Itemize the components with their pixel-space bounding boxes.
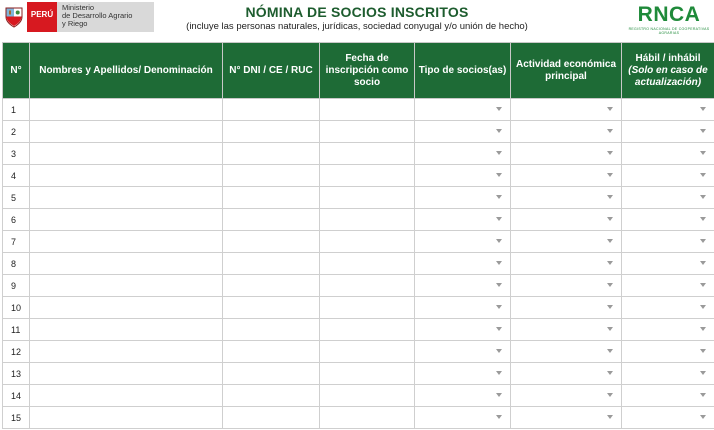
id-input-cell[interactable] — [223, 275, 320, 297]
chevron-down-icon[interactable] — [607, 129, 613, 133]
status-dropdown[interactable] — [622, 275, 714, 297]
table-row — [3, 209, 714, 231]
row-number-cell: 8 — [3, 253, 30, 275]
date-input-cell[interactable] — [320, 121, 415, 143]
row-number-cell: 14 — [3, 385, 30, 407]
table-row — [3, 341, 714, 363]
page-subtitle: (incluye las personas naturales, jurídicas, sociedad conyugal y/o unión de hecho) — [186, 21, 528, 32]
column-header-name: Nombres y Apellidos/ Denominación — [30, 43, 223, 99]
name-input-cell[interactable] — [30, 209, 223, 231]
column-header-activity: Actividad económica principal — [511, 43, 622, 99]
table-header-row — [3, 43, 714, 99]
chevron-down-icon[interactable] — [496, 217, 502, 221]
activity-dropdown[interactable] — [511, 341, 622, 363]
page-title: NÓMINA DE SOCIOS INSCRITOS — [245, 4, 469, 20]
member-type-dropdown[interactable] — [415, 99, 511, 121]
chevron-down-icon[interactable] — [700, 217, 706, 221]
activity-dropdown[interactable] — [511, 99, 622, 121]
rnca-logo-text: RNCA — [637, 3, 701, 26]
row-number-cell: 6 — [3, 209, 30, 231]
activity-dropdown[interactable] — [511, 187, 622, 209]
member-type-dropdown[interactable] — [415, 407, 511, 429]
date-input-cell[interactable] — [320, 341, 415, 363]
name-input-cell[interactable] — [30, 253, 223, 275]
chevron-down-icon[interactable] — [700, 261, 706, 265]
chevron-down-icon[interactable] — [496, 129, 502, 133]
member-type-dropdown[interactable] — [415, 253, 511, 275]
status-dropdown[interactable] — [622, 143, 714, 165]
date-input-cell[interactable] — [320, 407, 415, 429]
table-row — [3, 275, 714, 297]
status-dropdown[interactable] — [622, 165, 714, 187]
status-dropdown[interactable] — [622, 385, 714, 407]
activity-dropdown[interactable] — [511, 363, 622, 385]
name-input-cell[interactable] — [30, 121, 223, 143]
table-row — [3, 187, 714, 209]
chevron-down-icon[interactable] — [700, 327, 706, 331]
ministry-line: y Riego — [62, 19, 88, 28]
date-input-cell[interactable] — [320, 209, 415, 231]
chevron-down-icon[interactable] — [496, 371, 502, 375]
chevron-down-icon[interactable] — [700, 371, 706, 375]
row-number-cell: 12 — [3, 341, 30, 363]
table-row — [3, 407, 714, 429]
date-input-cell[interactable] — [320, 231, 415, 253]
id-input-cell[interactable] — [223, 341, 320, 363]
chevron-down-icon[interactable] — [496, 195, 502, 199]
chevron-down-icon[interactable] — [496, 305, 502, 309]
member-type-dropdown[interactable] — [415, 319, 511, 341]
date-input-cell[interactable] — [320, 297, 415, 319]
name-input-cell[interactable] — [30, 363, 223, 385]
date-input-cell[interactable] — [320, 363, 415, 385]
row-number-cell: 2 — [3, 121, 30, 143]
status-dropdown[interactable] — [622, 121, 714, 143]
name-input-cell[interactable] — [30, 231, 223, 253]
activity-dropdown[interactable] — [511, 165, 622, 187]
row-number-cell: 13 — [3, 363, 30, 385]
peru-label: PERÚ — [27, 2, 57, 32]
chevron-down-icon[interactable] — [496, 349, 502, 353]
column-header-status — [622, 43, 714, 99]
chevron-down-icon[interactable] — [700, 283, 706, 287]
ministry-line: Ministerio — [62, 3, 95, 12]
chevron-down-icon[interactable] — [700, 195, 706, 199]
name-input-cell[interactable] — [30, 275, 223, 297]
status-dropdown[interactable] — [622, 407, 714, 429]
chevron-down-icon[interactable] — [607, 173, 613, 177]
id-input-cell[interactable] — [223, 385, 320, 407]
id-input-cell[interactable] — [223, 99, 320, 121]
chevron-down-icon[interactable] — [700, 129, 706, 133]
column-header-date: Fecha de inscripción como socio — [320, 43, 415, 99]
table-row — [3, 253, 714, 275]
name-input-cell[interactable] — [30, 297, 223, 319]
row-number-cell: 4 — [3, 165, 30, 187]
column-header-id: N° DNI / CE / RUC — [223, 43, 320, 99]
chevron-down-icon[interactable] — [496, 239, 502, 243]
table-row — [3, 231, 714, 253]
chevron-down-icon[interactable] — [607, 217, 613, 221]
chevron-down-icon[interactable] — [607, 305, 613, 309]
column-header-status-note: (Solo en caso de actualización) — [628, 64, 708, 88]
members-table — [2, 42, 714, 429]
name-input-cell[interactable] — [30, 165, 223, 187]
chevron-down-icon[interactable] — [496, 393, 502, 397]
name-input-cell[interactable] — [30, 407, 223, 429]
member-type-dropdown[interactable] — [415, 363, 511, 385]
name-input-cell[interactable] — [30, 385, 223, 407]
chevron-down-icon[interactable] — [496, 151, 502, 155]
chevron-down-icon[interactable] — [607, 239, 613, 243]
chevron-down-icon[interactable] — [496, 173, 502, 177]
status-dropdown[interactable] — [622, 253, 714, 275]
member-type-dropdown[interactable] — [415, 121, 511, 143]
id-input-cell[interactable] — [223, 231, 320, 253]
table-row — [3, 385, 714, 407]
column-header-number: N° — [3, 43, 30, 99]
chevron-down-icon[interactable] — [607, 393, 613, 397]
chevron-down-icon[interactable] — [700, 393, 706, 397]
date-input-cell[interactable] — [320, 253, 415, 275]
table-row — [3, 363, 714, 385]
name-input-cell[interactable] — [30, 187, 223, 209]
activity-dropdown[interactable] — [511, 275, 622, 297]
chevron-down-icon[interactable] — [700, 151, 706, 155]
member-type-dropdown[interactable] — [415, 275, 511, 297]
column-header-status-label: Hábil / inhábil — [635, 52, 701, 64]
row-number-cell: 10 — [3, 297, 30, 319]
id-input-cell[interactable] — [223, 143, 320, 165]
id-input-cell[interactable] — [223, 165, 320, 187]
chevron-down-icon[interactable] — [700, 305, 706, 309]
activity-dropdown[interactable] — [511, 209, 622, 231]
date-input-cell[interactable] — [320, 385, 415, 407]
member-type-dropdown[interactable] — [415, 341, 511, 363]
chevron-down-icon[interactable] — [607, 349, 613, 353]
date-input-cell[interactable] — [320, 165, 415, 187]
row-number-cell: 1 — [3, 99, 30, 121]
chevron-down-icon[interactable] — [607, 107, 613, 111]
member-type-dropdown[interactable] — [415, 209, 511, 231]
member-type-dropdown[interactable] — [415, 165, 511, 187]
status-dropdown[interactable] — [622, 341, 714, 363]
status-dropdown[interactable] — [622, 99, 714, 121]
status-dropdown[interactable] — [622, 209, 714, 231]
member-type-dropdown[interactable] — [415, 143, 511, 165]
chevron-down-icon[interactable] — [700, 239, 706, 243]
chevron-down-icon[interactable] — [607, 415, 613, 419]
id-input-cell[interactable] — [223, 209, 320, 231]
activity-dropdown[interactable] — [511, 253, 622, 275]
activity-dropdown[interactable] — [511, 407, 622, 429]
id-input-cell[interactable] — [223, 187, 320, 209]
chevron-down-icon[interactable] — [496, 327, 502, 331]
table-row — [3, 121, 714, 143]
table-row — [3, 297, 714, 319]
activity-dropdown[interactable] — [511, 385, 622, 407]
chevron-down-icon[interactable] — [607, 327, 613, 331]
table-row — [3, 99, 714, 121]
activity-dropdown[interactable] — [511, 121, 622, 143]
name-input-cell[interactable] — [30, 99, 223, 121]
status-dropdown[interactable] — [622, 319, 714, 341]
status-dropdown[interactable] — [622, 363, 714, 385]
table-row — [3, 165, 714, 187]
chevron-down-icon[interactable] — [700, 173, 706, 177]
member-type-dropdown[interactable] — [415, 297, 511, 319]
chevron-down-icon[interactable] — [496, 415, 502, 419]
date-input-cell[interactable] — [320, 275, 415, 297]
name-input-cell[interactable] — [30, 143, 223, 165]
name-input-cell[interactable] — [30, 319, 223, 341]
chevron-down-icon[interactable] — [607, 283, 613, 287]
id-input-cell[interactable] — [223, 363, 320, 385]
activity-dropdown[interactable] — [511, 297, 622, 319]
member-type-dropdown[interactable] — [415, 187, 511, 209]
member-type-dropdown[interactable] — [415, 231, 511, 253]
row-number-cell: 7 — [3, 231, 30, 253]
chevron-down-icon[interactable] — [496, 107, 502, 111]
table-row — [3, 143, 714, 165]
date-input-cell[interactable] — [320, 187, 415, 209]
row-number-cell: 15 — [3, 407, 30, 429]
status-dropdown[interactable] — [622, 297, 714, 319]
name-input-cell[interactable] — [30, 341, 223, 363]
id-input-cell[interactable] — [223, 253, 320, 275]
date-input-cell[interactable] — [320, 319, 415, 341]
chevron-down-icon[interactable] — [607, 195, 613, 199]
status-dropdown[interactable] — [622, 187, 714, 209]
status-dropdown[interactable] — [622, 231, 714, 253]
date-input-cell[interactable] — [320, 99, 415, 121]
activity-dropdown[interactable] — [511, 319, 622, 341]
row-number-cell: 5 — [3, 187, 30, 209]
chevron-down-icon[interactable] — [607, 261, 613, 265]
id-input-cell[interactable] — [223, 121, 320, 143]
row-number-cell: 9 — [3, 275, 30, 297]
chevron-down-icon[interactable] — [700, 107, 706, 111]
chevron-down-icon[interactable] — [496, 261, 502, 265]
id-input-cell[interactable] — [223, 297, 320, 319]
row-number-cell: 3 — [3, 143, 30, 165]
chevron-down-icon[interactable] — [607, 151, 613, 155]
chevron-down-icon[interactable] — [700, 415, 706, 419]
activity-dropdown[interactable] — [511, 143, 622, 165]
date-input-cell[interactable] — [320, 143, 415, 165]
chevron-down-icon[interactable] — [700, 349, 706, 353]
chevron-down-icon[interactable] — [496, 283, 502, 287]
activity-dropdown[interactable] — [511, 231, 622, 253]
rnca-logo — [628, 4, 710, 35]
id-input-cell[interactable] — [223, 319, 320, 341]
ministry-line: de Desarrollo Agrario — [62, 11, 133, 20]
column-header-member-type: Tipo de socios(as) — [415, 43, 511, 99]
row-number-cell: 11 — [3, 319, 30, 341]
chevron-down-icon[interactable] — [607, 371, 613, 375]
rnca-tagline: REGISTRO NACIONAL DE COOPERATIVAS AGRARIAS — [628, 27, 710, 35]
member-type-dropdown[interactable] — [415, 385, 511, 407]
table-row — [3, 319, 714, 341]
id-input-cell[interactable] — [223, 407, 320, 429]
